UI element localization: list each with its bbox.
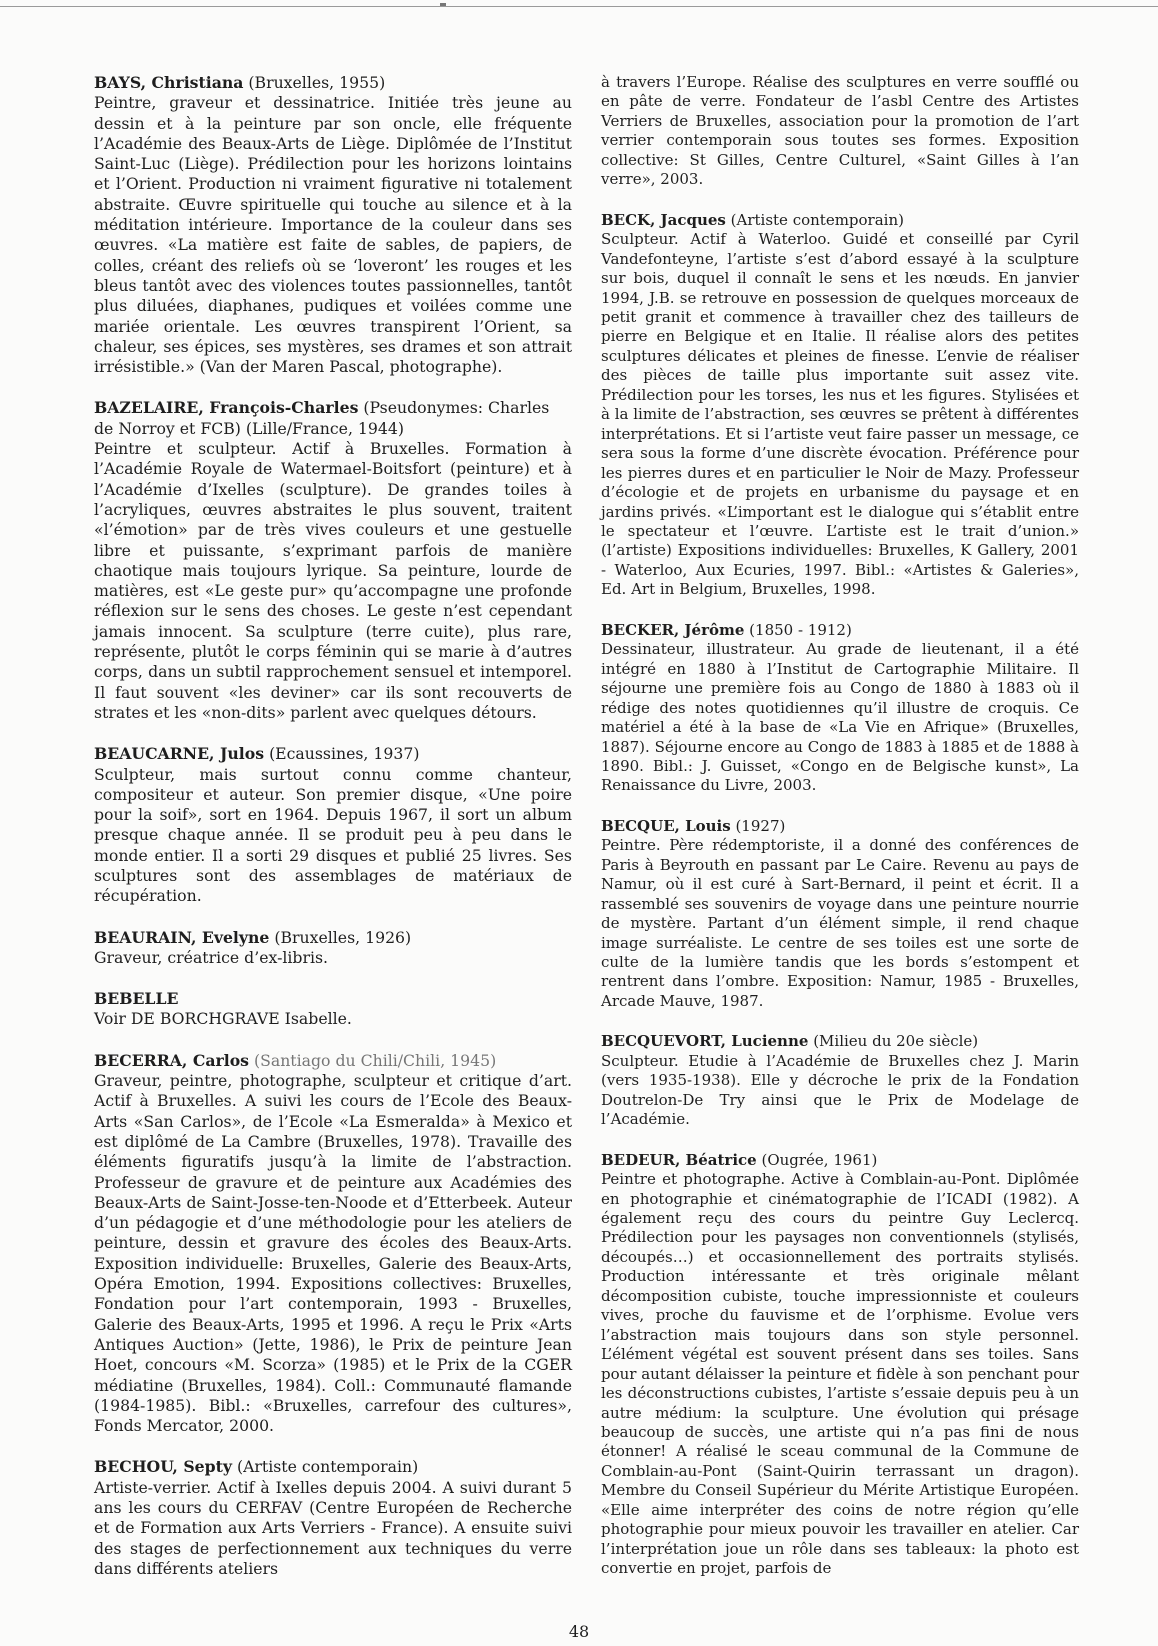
entry-meta: (Bruxelles, 1926) [269,927,412,947]
dictionary-entry [94,1457,572,1579]
entry-body: Graveur, peintre, photographe, sculpteur et critique d’art. Actif à Bruxelles. A suivi les cours de l’Ecole des Beaux-Arts «San Carlos», de l’Ecole «La Esmeralda» à Mexico et est diplômé de La Cambre (Bruxelles, 1978). Travaille des éléments figuratifs jusqu’à la limite de l’abstraction. Professeur de gravure et de peinture aux Académies des Beaux-Arts de Saint-Josse-ten-Noode et d’Etterbeek. Auteur d’un pédagogie et d’une méthodologie pour les ateliers de peinture, dessin et gravure des écoles des Beaux-Arts. Exposition individuelle: Bruxelles, Galerie des Beaux-Arts, Opéra Emotion, 1994. Expositions collectives: Bruxelles, Fondation pour l’art contemporain, 1993 - Bruxelles, Galerie des Beaux-Arts, 1995 et 1996. A reçu le Prix «Arts Antiques Auction» (Jette, 1986), le Prix de peinture Jean Hoet, concours «M. Scorza» (1985) et le Prix de la CGER médiatine (Bruxelles, 1984). Coll.: Communauté flamande (1984-1985). Bibl.: «Bruxelles, carrefour des cultures», Fonds Mercator, 2000. [94,1071,572,1436]
entry-name: BAZELAIRE, François-Charles [94,398,359,418]
entry-body: Graveur, créatrice d’ex-libris. [94,947,328,967]
entry-name: BECQUE, Louis [601,816,731,835]
scan-top-line [0,6,1158,7]
dictionary-entry [601,73,1079,190]
entry-name: BECKER, Jérôme [601,620,745,639]
entry-heading [94,73,572,93]
page-number: 48 [568,1622,590,1641]
entry-body: à travers l’Europe. Réalise des sculptures en verre soufflé ou en pâte de verre. Fondateur de l’asbl Centre des Artistes Verriers de Bruxelles, association pour la promotion de l’art verrier contemporain sous toutes ses formes. Exposition collective: St Gilles, Centre Culturel, «Saint Gilles à l’an verre», 2003. [601,73,1079,189]
entry-name: BAYS, Christiana [94,73,244,92]
entry-meta: (1850 - 1912) [744,620,852,639]
entry-heading [601,211,1079,230]
entry-meta: (Pseudonymes: Charles de Norroy et FCB) (Lille/France, 1944) [94,398,550,438]
entry-meta: (Ougrée, 1961) [756,1150,878,1169]
dictionary-entry [601,817,1079,1012]
entry-heading [94,1457,572,1477]
dictionary-entry [94,398,572,723]
left-column [94,73,572,1600]
entry-meta: (Artiste contemporain) [232,1457,419,1477]
entry-meta: (Bruxelles, 1955) [243,73,386,92]
entry-heading [94,744,572,764]
dictionary-entry [601,211,1079,600]
entry-meta: (Ecaussines, 1937) [264,744,420,764]
entry-body: Peintre. Père rédemptoriste, il a donné des conférences de Paris à Beyrouth en passant par Le Caire. Revenu au pays de Namur, où il est curé à Sart-Bernard, il peint et écrit. Il a rassemblé ses souvenirs de voyage dans une peinture nourrie de mystère. Partant d’un élément simple, il rend chaque image surréaliste. Le centre de ses toiles est une sorte de culte de la lumière tandis que les bords s’estompent et rentrent dans l’ombre. Exposition: Namur, 1985 - Bruxelles, Arcade Mauve, 1987. [601,836,1079,1010]
entry-name: BEDEUR, Béatrice [601,1150,757,1169]
dictionary-entry [94,73,572,377]
entry-heading [94,989,572,1009]
entry-heading [94,928,572,948]
entry-heading [601,1032,1079,1051]
dictionary-entry [601,1032,1079,1129]
entry-body: Sculpteur. Etudie à l’Académie de Bruxelles chez J. Marin (vers 1935-1938). Elle y décroche le prix de la Fondation Doutrelon-De Try ainsi que le Prix de Modelage de l’Académie. [601,1051,1079,1129]
entry-body: Peintre et photographe. Active à Comblain-au-Pont. Diplômée en photographie et cinématographie de l’ICADI (1982). A également reçu des cours du peintre Guy Leclercq. Prédilection pour les paysages non conventionnels (stylisés, découpés…) et occasionnellement des portraits stylisés. Production intéressante et très originale mêlant décomposition cubiste, touche impressionniste et couleurs vives, proche du fauvisme et de l’orphisme. Evolue vers l’abstraction mais toujours dans son style personnel. L’élément végétal est souvent présent dans ses toiles. Sans pour autant délaisser la peinture et fidèle à son penchant pour les déconstructions cubistes, l’artiste s’essaie depuis peu à un autre médium: la sculpture. Une évolution qui présage beaucoup de succès, une artiste qui n’a pas fini de nous étonner! A réalisé le sceau communal de la Commune de Comblain-au-Pont (Saint-Quirin terrassant un dragon). Membre du Conseil Supérieur du Mérite Artistique Européen. «Elle aime interpréter des coins de notre région qu’elle photographie pour mieux pouvoir les travailler en atelier. Car l’interprétation joue un rôle dans ses tableaux: la photo est convertie en projet, parfois de [601,1170,1079,1578]
entry-heading [94,1051,572,1071]
entry-body: Sculpteur, mais surtout connu comme chanteur, compositeur et auteur. Son premier disque, «Une poire pour la soif», sort en 1964. Depuis 1967, il sort un album presque chaque année. Il se produit peu à peu dans le monde entier. Il a sorti 29 disques et publié 25 livres. Ses sculptures sont des assemblages de matériaux de récupération. [94,764,572,906]
entry-name: BECK, Jacques [601,210,726,229]
dictionary-entry [601,1151,1079,1579]
entry-meta: (Milieu du 20e siècle) [808,1032,979,1051]
entry-body: Voir DE BORCHGRAVE Isabelle. [94,1009,352,1029]
entry-name: BEAURAIN, Evelyne [94,927,270,947]
entry-meta: (Santiago du Chili/Chili, 1945) [249,1050,497,1070]
entry-name: BECQUEVORT, Lucienne [601,1032,809,1051]
entry-body: Peintre, graveur et dessinatrice. Initiée très jeune au dessin et à la peinture par son oncle, elle fréquente l’Académie des Beaux-Arts de Liège. Diplômée de l’Institut Saint-Luc (Liège). Prédilection pour les horizons lointains et l’Orient. Production ni vraiment figurative ni totalement abstraite. Œuvre spirituelle qui touche au silence et à la méditation intérieure. Importance de la couleur dans ses œuvres. «La matière est faite de sables, de papiers, de colles, créant des reliefs où se ‘loveront’ les rouges et les bleus tantôt avec des violences toutes passionnelles, tantôt plus diluées, diaphanes, pudiques et voilées comme une mariée orientale. Les œuvres transpirent l’Orient, sa chaleur, ses épices, ses mystères, ses drames et son attrait irrésistible.» (Van der Maren Pascal, photographe). [94,93,572,377]
entry-name: BECHOU, Septy [94,1457,232,1477]
right-column [601,73,1079,1600]
entry-body: Peintre et sculpteur. Actif à Bruxelles. Formation à l’Académie Royale de Watermael-Boitsfort (peinture) et à l’Académie d’Ixelles (sculpture). De grandes toiles à l’acryliques, œuvres abstraites le plus souvent, traitent «l’émotion» par de très vives couleurs et une gestuelle libre et puissante, s’exprimant parfois de manière chaotique mais toujours lyrique. Sa peinture, lourde de matières, est «Le geste pur» qu’accompagne une profonde réflexion sur le sens des choses. Le geste n’est cependant jamais innocent. Sa sculpture (terre cuite), plus rare, représente, plutôt le corps féminin qui se marie à d’autres corps, dans un subtil rapprochement sensuel et intemporel. Il faut souvent «les deviner» car ils sont recouverts de strates et les «non-dits» parlent avec quelques détours. [94,439,572,722]
entry-heading [601,1151,1079,1170]
entry-body: Sculpteur. Actif à Waterloo. Guidé et conseillé par Cyril Vandefonteyne, l’artiste s’est d’abord essayé à la sculpture sur bois, duquel il connaît le sens et les nœuds. En janvier 1994, J.B. se retrouve en possession de quelques morceaux de petit granit et commence à travailler chez des tailleurs de pierre en Belgique et en Italie. Il réalise alors des petites sculptures délicates et pleines de finesse. L’envie de réaliser des pièces de taille plus importante suit assez vite. Prédilection pour les torses, les nus et les figures. Stylisées et à la limite de l’abstraction, ses œuvres se prêtent à différentes interprétations. Et si l’artiste veut faire passer un message, ce sera sous la forme d’une discrète évocation. Préférence pour les pierres dures et en particulier le Noir de Mazy. Professeur d’écologie et de projets en urbanisme du paysage et en jardins privés. «L’important est le dialogue qui s’établit entre le spectateur et l’œuvre. L’artiste est le trait d’union.» (l’artiste) Expositions individuelles: Bruxelles, K Gallery, 2001 - Waterloo, Aux Ecuries, 1997. Bibl.: «Artistes & Galeries», Ed. Art in Belgium, Bruxelles, 1998. [601,230,1079,599]
entry-body: Artiste-verrier. Actif à Ixelles depuis 2004. A suivi durant 5 ans les cours du CERFAV (Centre Européen de Recherche et de Formation aux Arts Verriers - France). A ensuite suivi des stages de perfectionnement aux techniques du verre dans différents ateliers [94,1477,572,1578]
entry-name: BEBELLE [94,989,179,1009]
entry-heading [601,621,1079,640]
entry-meta: (Artiste contemporain) [725,210,904,229]
dictionary-entry [94,1051,572,1437]
entry-body: Dessinateur, illustrateur. Au grade de lieutenant, il a été intégré en 1880 à l’Institut de Cartographie Militaire. Il séjourne une première fois au Congo de 1880 à 1883 où il rédige des notes quotidiennes qu’il illustre de croquis. Ce matériel a été à la base de «La Vie en Afrique» (Bruxelles, 1887). Séjourne encore au Congo de 1883 à 1885 et de 1888 à 1890. Bibl.: J. Guisset, «Congo en de Belgische kunst», La Renaissance du Livre, 2003. [601,640,1079,795]
entry-name: BEAUCARNE, Julos [94,744,265,764]
entry-name: BECERRA, Carlos [94,1050,249,1070]
entry-heading [601,817,1079,836]
dictionary-entry [94,744,572,906]
entry-meta: (1927) [730,816,786,835]
entry-heading [94,398,572,439]
dictionary-entry [94,928,572,969]
dictionary-entry [601,621,1079,796]
scan-mark [440,3,446,6]
dictionary-entry [94,989,572,1030]
